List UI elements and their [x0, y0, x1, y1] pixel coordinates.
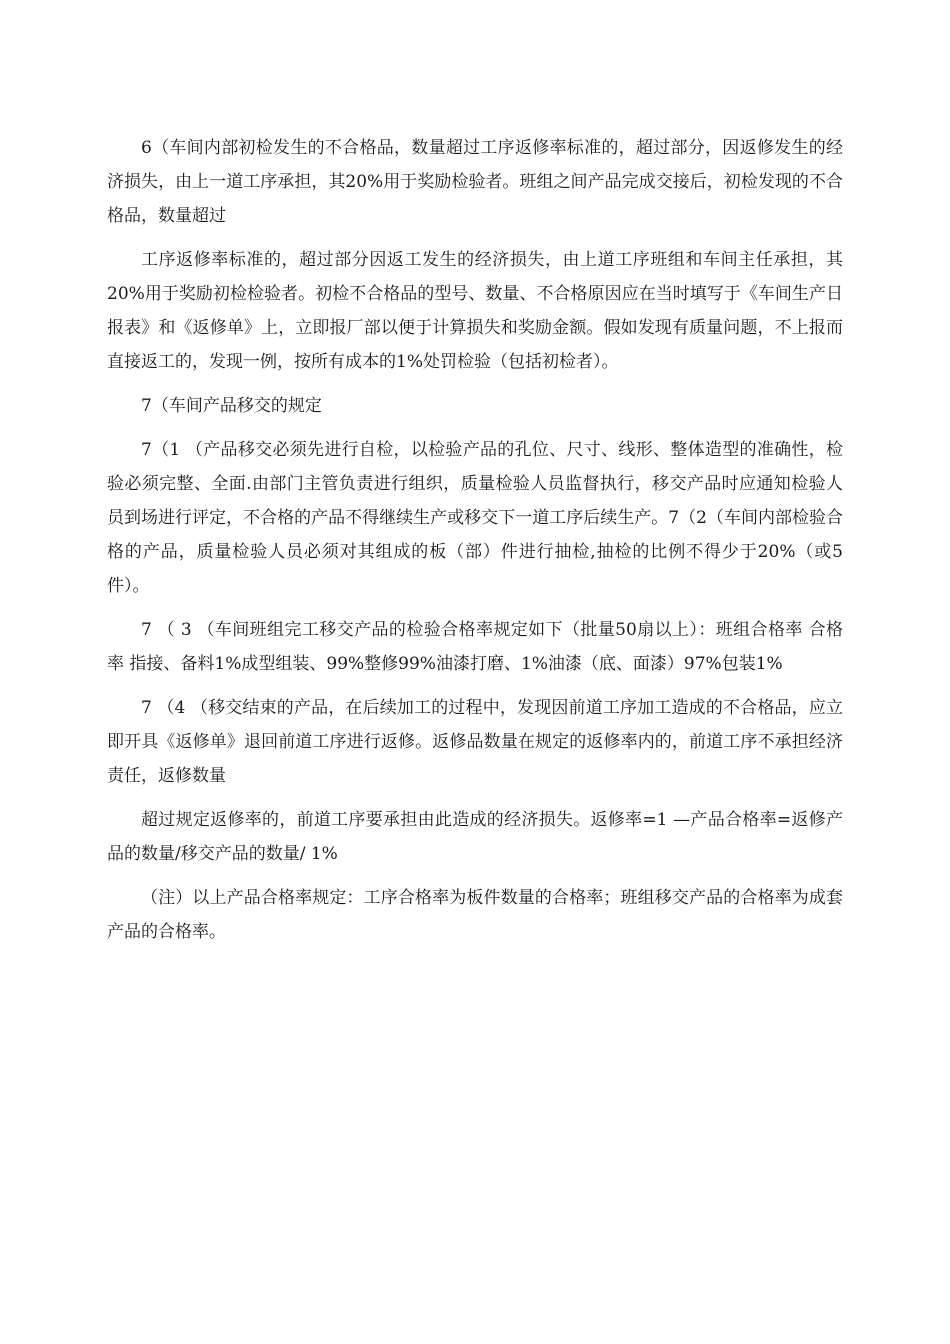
paragraph-pass-rate: 7 （ 3 （车间班组完工移交产品的检验合格率规定如下（批量50扇以上）：班组合格率 合格率 指接、备料1%成型组装、99%整修99%油漆打磨、1%油漆（底、面漆）97%包装1%: [107, 620, 843, 674]
paragraph-transfer-heading: 7（车间产品移交的规定: [141, 396, 322, 416]
paragraph-rework-loss: 6（车间内部初检发生的不合格品，数量超过工序返修率标准的，超过部分，因返修发生的经济损失，由上一道工序承担，其20%用于奖励检验者。班组之间产品完成交接后，初检发现的不合格品，数量超过: [107, 138, 843, 226]
paragraph-transfer-inspection: 7（1 （产品移交必须先进行自检，以检验产品的孔位、尺寸、线形、整体造型的准确性，检验必须完整、全面.由部门主管负责进行组织，质量检验人员监督执行，移交产品时应通知检验人员到场进行评定，不合格的产品不得继续生产或移交下一道工序后续生产。7（2（车间内部检验合格的产品，质量检验人员必须对其组成的板（部）件进行抽检,抽检的比例不得少于20%（或5件）。: [107, 440, 843, 596]
paragraph-rework-responsibility: 工序返修率标准的，超过部分因返工发生的经济损失，由上道工序班组和车间主任承担，其20%用于奖励初检检验者。初检不合格品的型号、数量、不合格原因应在当时填写于《车间生产日报表》和《返修单》上，立即报厂部以便于计算损失和奖励金额。假如发现有质量问题，不上报而直接返工的，发现一例，按所有成本的1%处罚检验（包括初检者）。: [107, 250, 843, 372]
paragraph-defect-return: 7 （4 （移交结束的产品，在后续加工的过程中，发现因前道工序加工造成的不合格品，应立即开具《返修单》退回前道工序进行返修。返修品数量在规定的返修率内的，前道工序不承担经济责任，返修数量: [107, 698, 843, 786]
paragraph-note: （注）以上产品合格率规定：工序合格率为板件数量的合格率；班组移交产品的合格率为成套产品的合格率。: [107, 888, 843, 942]
paragraph-rework-rate: 超过规定返修率的，前道工序要承担由此造成的经济损失。返修率=1 —产品合格率=返修产品的数量/移交产品的数量/ 1%: [107, 810, 843, 864]
document-body: [107, 131, 843, 959]
